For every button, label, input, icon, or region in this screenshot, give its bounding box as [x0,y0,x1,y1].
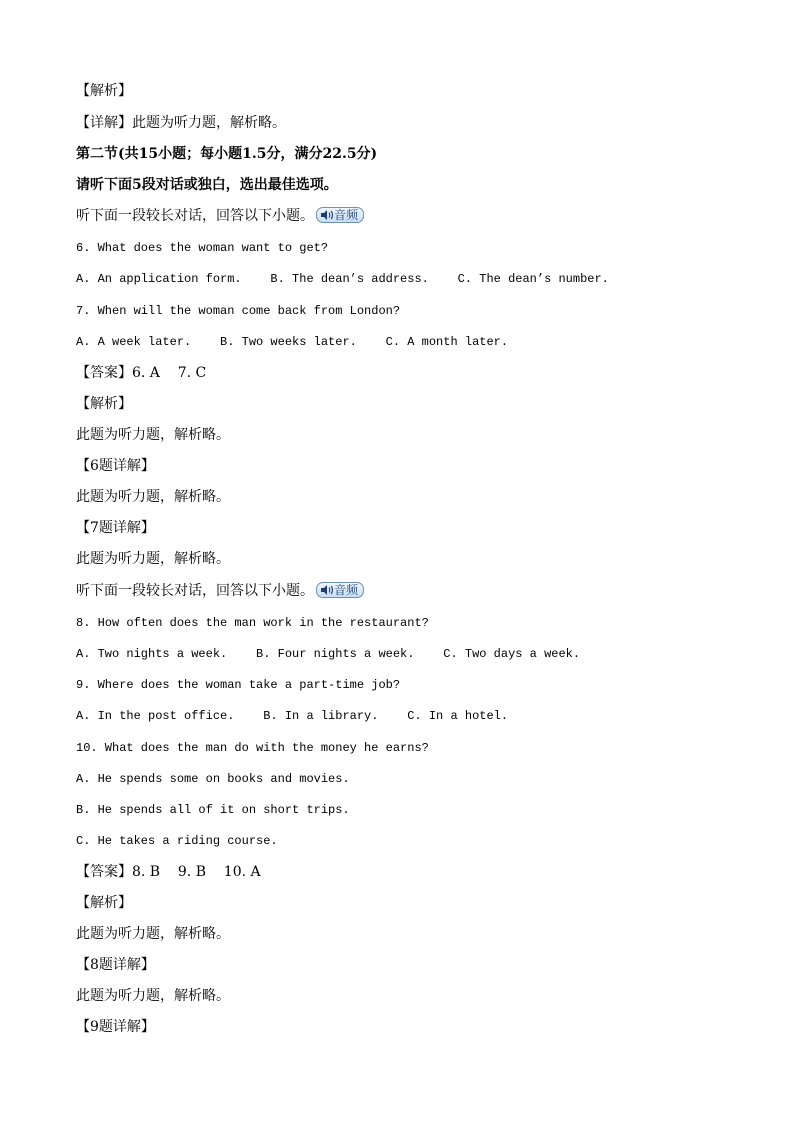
detail-text: 【详解】此题为听力题，解析略。 [76,115,286,131]
detail-heading-6: 【6题详解】 [76,458,155,474]
question-10-option-b: B. He spends all of it on short trips. [76,803,350,817]
question-8: 8. How often does the man work in the restaurant? [76,616,429,630]
section-instruction: 请听下面5段对话或独白，选出最佳选项。 [76,177,338,193]
question-7: 7. When will the woman come back from London? [76,304,401,318]
analysis-text: 此题为听力题，解析略。 [76,489,230,505]
audio-button-1[interactable] [316,207,364,223]
audio-label: 音频 [334,583,359,597]
question-10-option-a: A. He spends some on books and movies. [76,772,350,786]
detail-heading-8: 【8题详解】 [76,957,155,973]
question-6-options: A. An application form. B. The dean’s address. C. The dean’s number. [76,272,609,286]
question-9-options: A. In the post office. B. In a library. C. In a hotel. [76,709,509,723]
audio-button-2[interactable] [316,582,364,598]
speaker-icon [320,209,334,221]
section-analysis-heading: 【解析】 [76,396,132,412]
section-analysis-heading: 【解析】 [76,83,132,99]
answer-line: 【答案】6. A 7. C [76,365,207,381]
listening-prompt-2 [76,582,364,600]
question-10: 10. What does the man do with the money he earns? [76,741,429,755]
listening-prompt-1 [76,207,364,225]
detail-heading-9: 【9题详解】 [76,1019,155,1035]
question-9: 9. Where does the woman take a part-time job? [76,678,401,692]
detail-heading-7: 【7题详解】 [76,520,155,536]
analysis-text: 此题为听力题，解析略。 [76,551,230,567]
question-7-options: A. A week later. B. Two weeks later. C. A month later. [76,335,509,349]
analysis-text: 此题为听力题，解析略。 [76,427,230,443]
question-8-options: A. Two nights a week. B. Four nights a week. C. Two days a week. [76,647,581,661]
section-heading: 第二节(共15小题；每小题1.5分，满分22.5分) [76,146,378,162]
speaker-icon [320,584,334,596]
analysis-text: 此题为听力题，解析略。 [76,988,230,1004]
listening-prompt-text: 听下面一段较长对话，回答以下小题。 [76,583,314,599]
listening-prompt-text: 听下面一段较长对话，回答以下小题。 [76,208,314,224]
answer-line: 【答案】8. B 9. B 10. A [76,864,261,880]
question-6: 6. What does the woman want to get? [76,241,329,255]
audio-label: 音频 [334,208,359,222]
section-analysis-heading: 【解析】 [76,895,132,911]
analysis-text: 此题为听力题，解析略。 [76,926,230,942]
question-10-option-c: C. He takes a riding course. [76,834,278,848]
